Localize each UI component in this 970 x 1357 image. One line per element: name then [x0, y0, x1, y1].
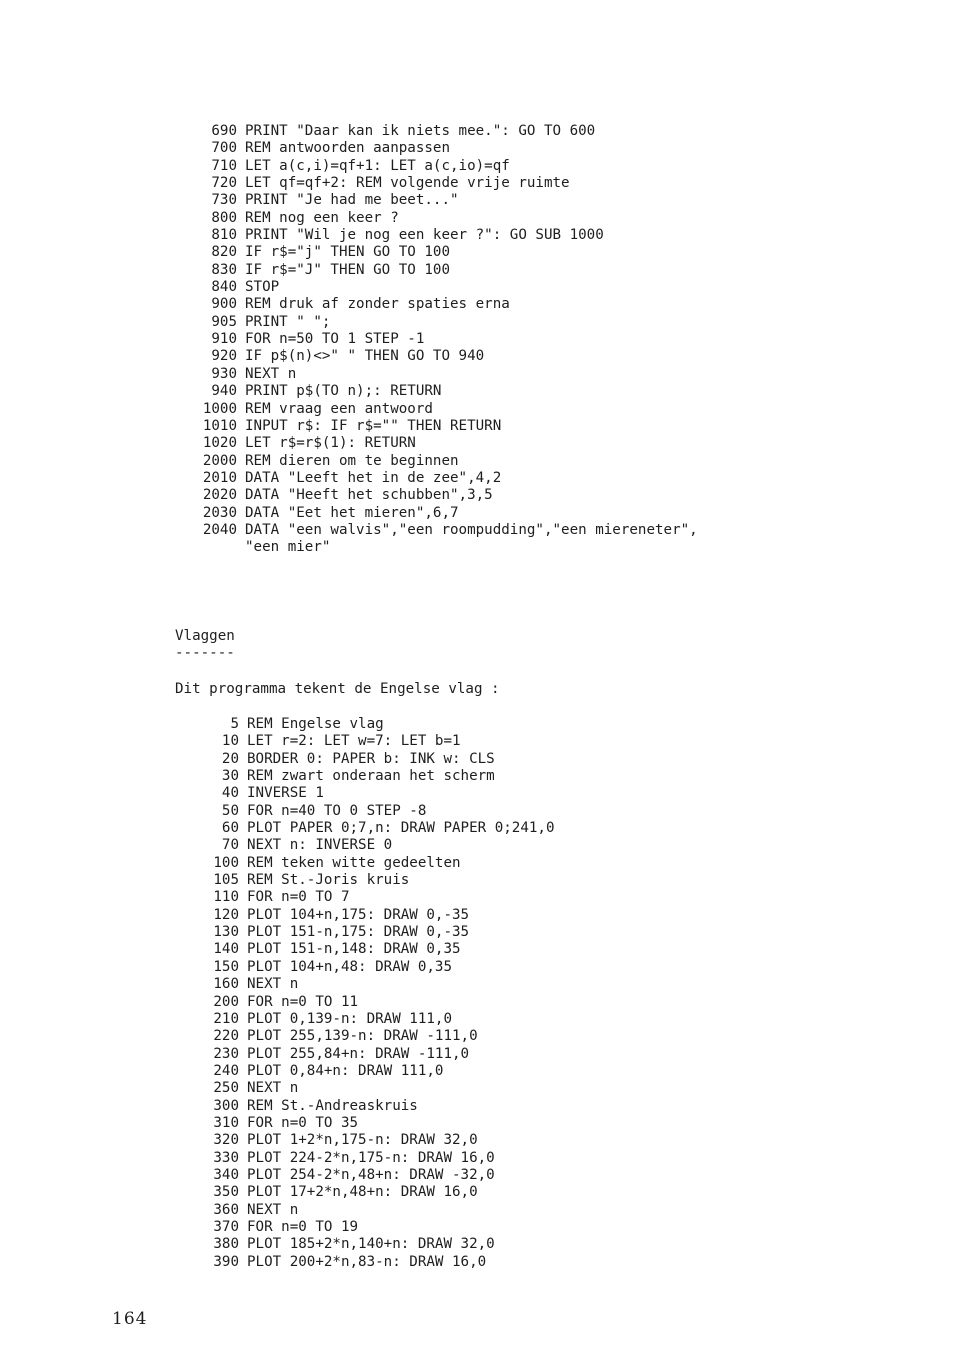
code-line: [180, 1236, 555, 1253]
line-number: 2000: [202, 452, 237, 469]
line-number: 800: [211, 209, 237, 226]
line-number: 120: [213, 906, 239, 923]
line-statement: PLOT 151-n,148: DRAW 0,35: [247, 941, 461, 958]
line-statement: REM druk af zonder spaties erna: [245, 296, 510, 313]
line-number: 920: [211, 348, 237, 365]
line-statement: LET a(c,i)=qf+1: LET a(c,io)=qf: [245, 157, 510, 174]
line-statement: PLOT PAPER 0;7,n: DRAW PAPER 0;241,0: [247, 820, 555, 837]
code-line: [180, 716, 555, 733]
line-number: 690: [211, 123, 237, 139]
code-line: [180, 1184, 555, 1201]
line-statement: FOR n=40 TO 0 STEP -8: [247, 802, 427, 819]
code-line: [180, 959, 555, 976]
code-line: [180, 1098, 555, 1115]
code-line: [180, 1219, 555, 1236]
line-statement: REM nog een keer ?: [245, 209, 399, 226]
code-line: [180, 435, 698, 452]
line-statement: IF p$(n)<>" " THEN GO TO 940: [245, 348, 485, 365]
line-number: 720: [211, 175, 237, 192]
line-statement: FOR n=0 TO 19: [247, 1218, 359, 1235]
code-line: [180, 733, 555, 750]
line-number: 2040: [202, 521, 237, 538]
line-number: 905: [211, 313, 237, 330]
line-number: 310: [213, 1114, 239, 1131]
code-line: [180, 1254, 555, 1271]
code-line: [180, 785, 555, 802]
line-number: 200: [213, 993, 239, 1010]
line-statement: PLOT 0,139-n: DRAW 111,0: [247, 1010, 452, 1027]
line-number: 105: [213, 872, 239, 889]
line-number: 840: [211, 279, 237, 296]
line-statement: LET r$=r$(1): RETURN: [245, 435, 416, 452]
line-number: 940: [211, 383, 237, 400]
code-line: [180, 803, 555, 820]
line-statement: INVERSE 1: [247, 785, 324, 802]
line-number: 2010: [202, 469, 237, 486]
line-number: 810: [211, 227, 237, 244]
line-statement: FOR n=50 TO 1 STEP -1: [245, 331, 425, 348]
code-line: [180, 210, 698, 227]
line-statement: REM St.-Joris kruis: [247, 872, 410, 889]
line-number: 100: [213, 854, 239, 871]
code-line: [180, 1202, 555, 1219]
line-statement: DATA "Heeft het schubben",3,5: [245, 487, 493, 504]
line-number: 150: [213, 958, 239, 975]
line-number: 710: [211, 157, 237, 174]
code-line: [180, 768, 555, 785]
line-number: 20: [221, 750, 239, 767]
line-statement: PRINT " ";: [245, 313, 331, 330]
line-statement: FOR n=0 TO 7: [247, 889, 350, 906]
line-number: 820: [211, 244, 237, 261]
line-statement: PLOT 104+n,48: DRAW 0,35: [247, 958, 452, 975]
line-statement: IF r$="J" THEN GO TO 100: [245, 261, 450, 278]
line-statement: NEXT n: INVERSE 0: [247, 837, 393, 854]
heading-underline: -------: [175, 645, 235, 661]
line-statement: PLOT 0,84+n: DRAW 111,0: [247, 1062, 444, 1079]
line-number: 40: [221, 785, 239, 802]
code-line: [180, 314, 698, 331]
line-statement: PLOT 200+2*n,83-n: DRAW 16,0: [247, 1253, 487, 1270]
code-line: [180, 1115, 555, 1132]
code-line: [180, 296, 698, 313]
line-statement: PRINT "Daar kan ik niets mee.": GO TO 600: [245, 123, 596, 139]
line-statement: REM Engelse vlag: [247, 716, 384, 732]
line-number: 390: [213, 1253, 239, 1270]
code-line: [180, 227, 698, 244]
line-statement: REM St.-Andreaskruis: [247, 1097, 418, 1114]
line-statement: REM dieren om te beginnen: [245, 452, 459, 469]
line-statement: PLOT 185+2*n,140+n: DRAW 32,0: [247, 1236, 495, 1253]
code-line: [180, 976, 555, 993]
code-line: [180, 872, 555, 889]
code-line: [180, 366, 698, 383]
line-statement: NEXT n: [245, 365, 297, 382]
code-line: [180, 1167, 555, 1184]
line-statement: PLOT 254-2*n,48+n: DRAW -32,0: [247, 1166, 495, 1183]
line-statement: NEXT n: [247, 976, 299, 993]
code-line: [180, 244, 698, 261]
line-number: 130: [213, 924, 239, 941]
intro-text: Dit programma tekent de Engelse vlag :: [175, 681, 500, 697]
code-line: [180, 751, 555, 768]
line-number: 330: [213, 1149, 239, 1166]
code-line: [180, 192, 698, 209]
code-line: [180, 470, 698, 487]
line-number: 930: [211, 365, 237, 382]
line-number: 700: [211, 140, 237, 157]
line-number: 60: [221, 820, 239, 837]
line-statement: STOP: [245, 279, 280, 296]
line-statement: LET r=2: LET w=7: LET b=1: [247, 733, 461, 750]
line-statement: DATA "Eet het mieren",6,7: [245, 504, 459, 521]
line-statement: PLOT 255,84+n: DRAW -111,0: [247, 1045, 470, 1062]
code-line: [180, 941, 555, 958]
page-number: 164: [112, 1309, 148, 1329]
line-statement: REM zwart onderaan het scherm: [247, 768, 495, 785]
code-line: [180, 123, 698, 140]
code-line: [180, 1011, 555, 1028]
line-number: 1020: [202, 435, 237, 452]
code-line: [180, 522, 698, 539]
line-statement: PLOT 1+2*n,175-n: DRAW 32,0: [247, 1132, 478, 1149]
line-number: 360: [213, 1201, 239, 1218]
line-number: 50: [221, 802, 239, 819]
line-number: 910: [211, 331, 237, 348]
line-statement: PLOT 151-n,175: DRAW 0,-35: [247, 924, 470, 941]
code-line: [180, 1132, 555, 1149]
code-line: [180, 907, 555, 924]
code-line: [180, 401, 698, 418]
line-number: 230: [213, 1045, 239, 1062]
line-number: 1010: [202, 417, 237, 434]
line-number: 5: [230, 716, 239, 732]
code-line: [180, 837, 555, 854]
line-number: 160: [213, 976, 239, 993]
line-statement: "een mier": [245, 539, 331, 556]
line-number: 320: [213, 1132, 239, 1149]
code-line: [180, 175, 698, 192]
line-statement: DATA "Leeft het in de zee",4,2: [245, 469, 502, 486]
line-number: 1000: [202, 400, 237, 417]
section-heading: Vlaggen: [175, 628, 235, 644]
code-listing-2: [180, 716, 555, 1271]
line-number: 300: [213, 1097, 239, 1114]
line-number: 340: [213, 1166, 239, 1183]
line-number: 2020: [202, 487, 237, 504]
code-line: [180, 383, 698, 400]
code-line: [180, 348, 698, 365]
code-line: [180, 1150, 555, 1167]
line-statement: REM teken witte gedeelten: [247, 854, 461, 871]
line-statement: PRINT p$(TO n);: RETURN: [245, 383, 442, 400]
line-statement: DATA "een walvis","een roompudding","een miereneter",: [245, 521, 698, 538]
line-number: 370: [213, 1218, 239, 1235]
code-listing-1: [180, 123, 698, 557]
line-number: 30: [221, 768, 239, 785]
line-number: 140: [213, 941, 239, 958]
line-number: 730: [211, 192, 237, 209]
code-line: [180, 331, 698, 348]
code-line: [180, 924, 555, 941]
line-statement: BORDER 0: PAPER b: INK w: CLS: [247, 750, 495, 767]
code-line: [180, 1046, 555, 1063]
line-statement: PLOT 255,139-n: DRAW -111,0: [247, 1028, 478, 1045]
code-line: [180, 1063, 555, 1080]
line-number: 380: [213, 1236, 239, 1253]
line-statement: PRINT "Je had me beet...": [245, 192, 459, 209]
code-line: [180, 855, 555, 872]
line-statement: INPUT r$: IF r$="" THEN RETURN: [245, 417, 502, 434]
code-line: [180, 140, 698, 157]
line-statement: PLOT 17+2*n,48+n: DRAW 16,0: [247, 1184, 478, 1201]
line-statement: PLOT 104+n,175: DRAW 0,-35: [247, 906, 470, 923]
line-statement: IF r$="j" THEN GO TO 100: [245, 244, 450, 261]
line-number: 240: [213, 1062, 239, 1079]
line-number: 70: [221, 837, 239, 854]
code-line: [180, 505, 698, 522]
line-number: 110: [213, 889, 239, 906]
line-statement: REM antwoorden aanpassen: [245, 140, 450, 157]
line-number: 210: [213, 1010, 239, 1027]
line-number: 220: [213, 1028, 239, 1045]
line-statement: NEXT n: [247, 1201, 299, 1218]
line-statement: FOR n=0 TO 11: [247, 993, 359, 1010]
code-line: [180, 279, 698, 296]
code-line: [180, 453, 698, 470]
code-line: [180, 1028, 555, 1045]
line-number: 250: [213, 1080, 239, 1097]
code-line: [180, 994, 555, 1011]
code-line: [180, 539, 698, 556]
code-line: [180, 262, 698, 279]
code-line: [180, 1080, 555, 1097]
line-statement: PLOT 224-2*n,175-n: DRAW 16,0: [247, 1149, 495, 1166]
line-statement: PRINT "Wil je nog een keer ?": GO SUB 1000: [245, 227, 604, 244]
line-number: 10: [221, 733, 239, 750]
line-number: 900: [211, 296, 237, 313]
line-statement: NEXT n: [247, 1080, 299, 1097]
line-statement: FOR n=0 TO 35: [247, 1114, 359, 1131]
line-number: [180, 539, 237, 556]
line-number: 350: [213, 1184, 239, 1201]
code-line: [180, 158, 698, 175]
line-statement: REM vraag een antwoord: [245, 400, 433, 417]
line-number: 2030: [202, 504, 237, 521]
code-line: [180, 889, 555, 906]
code-line: [180, 418, 698, 435]
code-line: [180, 820, 555, 837]
line-statement: LET qf=qf+2: REM volgende vrije ruimte: [245, 175, 570, 192]
line-number: 830: [211, 261, 237, 278]
code-line: [180, 487, 698, 504]
